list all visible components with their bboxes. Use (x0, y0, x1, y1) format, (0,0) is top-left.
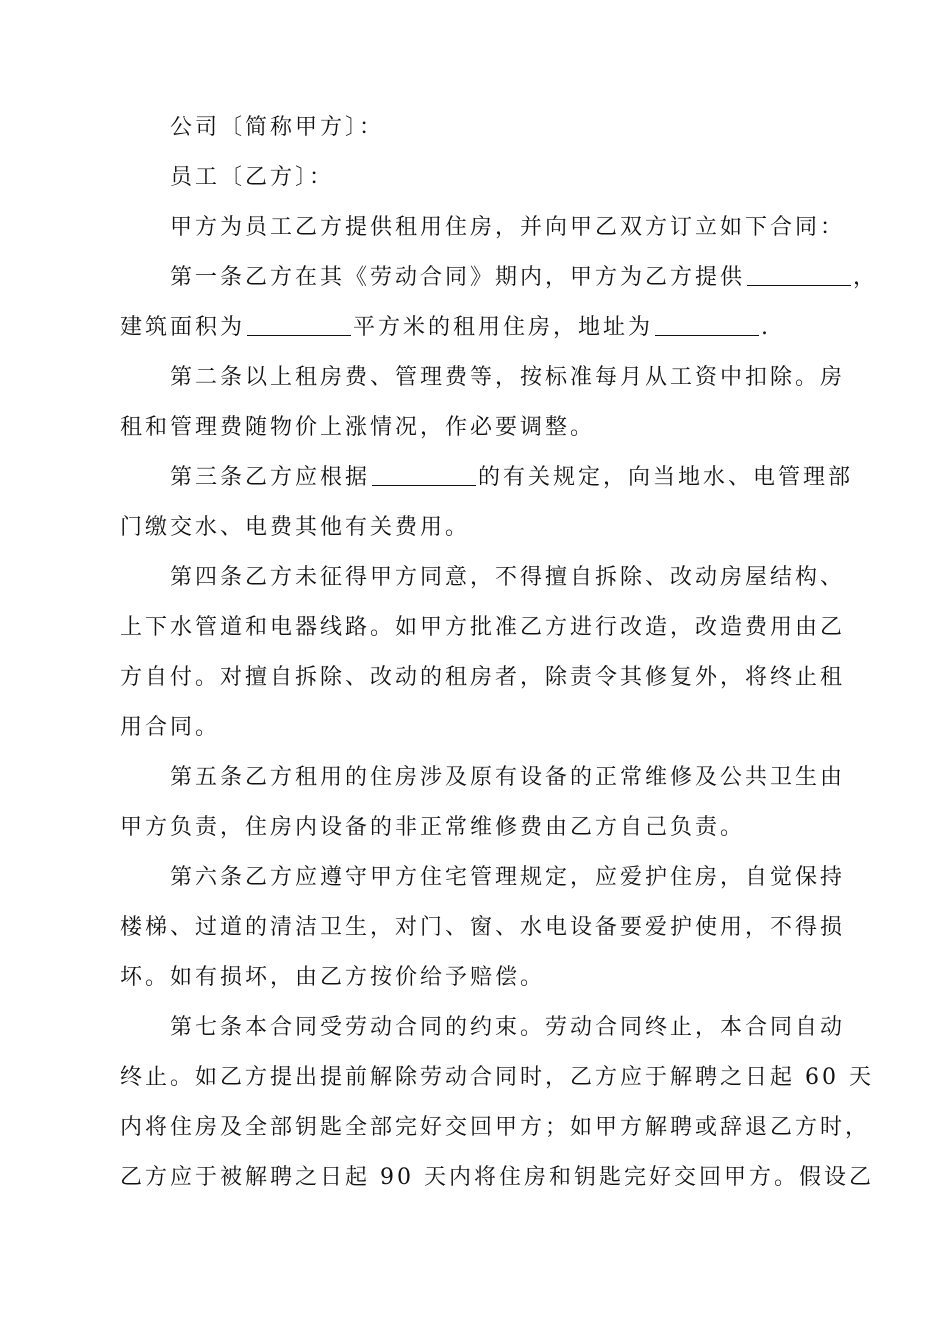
article-4-line-3: 方自付。对擅自拆除、改动的租房者，除责令其修复外，将终止租 (120, 665, 846, 690)
blank-field-regulation (372, 465, 476, 486)
article-2-line-2: 租和管理费随物价上涨情况，作必要调整。 (120, 415, 596, 440)
article-1-punct: ， (853, 265, 879, 290)
article-7-line-3: 内将住房及全部钥匙全部完好交回甲方；如甲方解聘或辞退乙方时， (120, 1115, 871, 1140)
article-1-text: 平方米的租用住房，地址为 (353, 315, 654, 340)
article-1-punct: . (761, 315, 772, 340)
article-3-text: 的有关规定，向当地水、电管理部 (478, 465, 854, 490)
party-b-line: 员工〔乙方〕： (170, 165, 335, 190)
article-7-line-4: 乙方应于被解聘之日起 90 天内将住房和钥匙完好交回甲方。假设乙 (120, 1165, 874, 1190)
article-5-line-2: 甲方负责，住房内设备的非正常维修费由乙方自己负责。 (120, 815, 746, 840)
article-3-line-1 (170, 463, 853, 493)
article-3-line-2: 门缴交水、电费其他有关费用。 (120, 515, 471, 540)
article-4-line-4: 用合同。 (120, 715, 221, 740)
article-6-line-3: 坏。如有损坏，由乙方按价给予赔偿。 (120, 965, 546, 990)
article-6-line-2: 楼梯、过道的清洁卫生，对门、窗、水电设备要爱护使用，不得损 (120, 915, 846, 940)
blank-field-address (655, 315, 759, 336)
article-3-text: 第三条乙方应根据 (170, 465, 371, 490)
article-1-text: 第一条乙方在其《劳动合同》期内，甲方为乙方提供 (170, 265, 746, 290)
article-4-line-1: 第四条乙方未征得甲方同意，不得擅自拆除、改动房屋结构、 (170, 565, 846, 590)
article-1-line-2 (120, 313, 771, 343)
article-4-line-2: 上下水管道和电器线路。如甲方批准乙方进行改造，改造费用由乙 (120, 615, 846, 640)
article-5-line-1: 第五条乙方租用的住房涉及原有设备的正常维修及公共卫生由 (170, 765, 846, 790)
blank-field-area (247, 315, 351, 336)
party-a-line: 公司〔简称甲方〕： (170, 115, 385, 140)
article-1-line-1 (170, 263, 878, 293)
article-1-text: 建筑面积为 (120, 315, 246, 340)
article-7-line-2: 终止。如乙方提出提前解除劳动合同时，乙方应于解聘之日起 60 天 (120, 1065, 874, 1090)
blank-field-housing (747, 265, 851, 286)
article-6-line-1: 第六条乙方应遵守甲方住宅管理规定，应爱护住房，自觉保持 (170, 865, 846, 890)
intro-paragraph: 甲方为员工乙方提供租用住房，并向甲乙双方订立如下合同： (170, 215, 846, 240)
article-7-line-1: 第七条本合同受劳动合同的约束。劳动合同终止，本合同自动 (170, 1015, 846, 1040)
article-2-line-1: 第二条以上租房费、管理费等，按标准每月从工资中扣除。房 (170, 365, 846, 390)
